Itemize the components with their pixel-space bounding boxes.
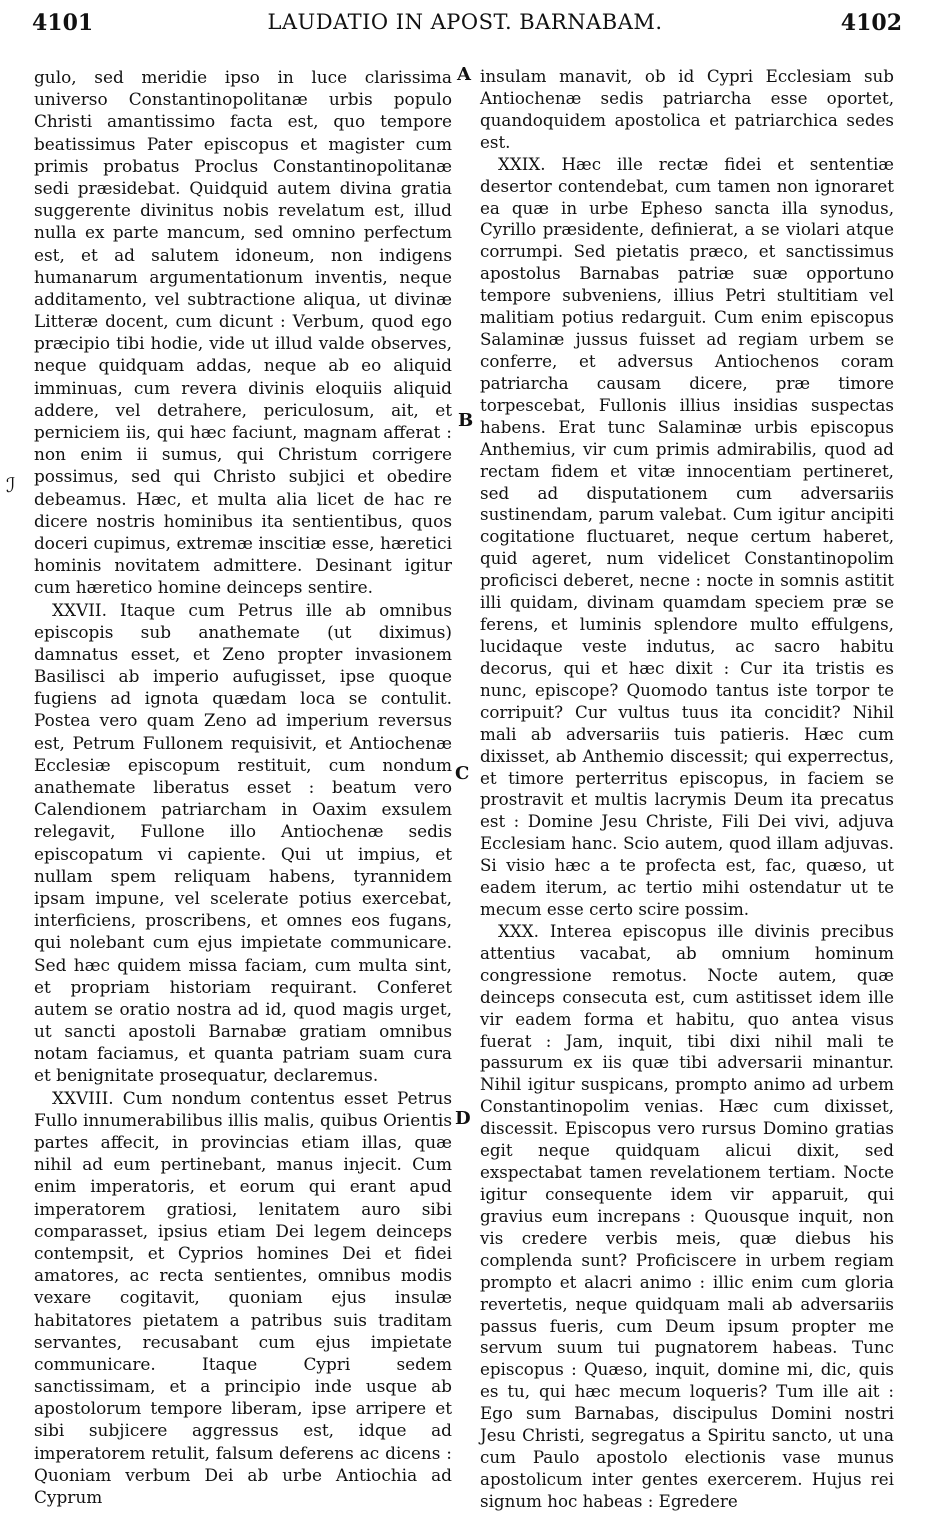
page-header bbox=[0, 6, 930, 40]
right-column bbox=[480, 66, 894, 1513]
paragraph: XXIX. Hæc ille rectæ fidei et sententiæ desertor contendebat, cum tamen non ignoraret ea quæ in urbe Epheso sancta illa synodus, Cyrillo præsidente, definierat, a se violari atque corrumpi. Sed pietatis præco, et sanctissimus apostolus Barnabas patriæ suæ opportuno tempore subveniens, illius Petri stultitiam vel malitiam potius redarguit. Cum enim episcopus Salaminæ jussus fuisset ad regiam urbem se conferre, et adversus Antiochenos coram patriarcha causam dicere, præ timore torpescebat, Fullonis illius insidias suspectas habens. Erat tunc Salaminæ urbis episcopus Anthemius, vir cum primis admirabilis, quod ad rectam fidem et vitæ innocentiam pertineret, sed ad disputationem cum adversariis sustinendam, parum valebat. Cum igitur ancipiti cogitatione fluctuaret, neque certum haberet, quid ageret, num videlicet Constantinopolim proficisci deberet, necne : nocte in somnis astitit illi quidam, divinam quamdam speciem præ se ferens, et luminis splendore multo effulgens, lucidaque veste indutus, ac sacro habitu decorus, qui et hæc dixit : Cur ita tristis es nunc, episcope? Quomodo tantus iste torpor te corripuit? Cur vultus tuus ita concidit? Nihil mali ab adversariis tuis patieris. Hæc cum dixisset, ab Anthemio discessit; qui experrectus, et timore perterritus episcopus, in faciem se prostravit et multis lacrymis Deum ita precatus est : Domine Jesu Christe, Fili Dei vivi, adjuva Ecclesiam hanc. Scio autem, quod illam adjuvas. Si visio hæc a te profecta est, fac, quæso, ut eadem iterum, ac tertio mihi ostendatur ut te mecum esse certo scire possim. bbox=[480, 153, 894, 920]
running-title: LAUDATIO IN APOST. BARNABAM. bbox=[267, 10, 663, 34]
margin-marker-a: A bbox=[457, 64, 471, 85]
paragraph: XXX. Interea episcopus ille divinis precibus attentius vacabat, ab omnium hominum congressione remotus. Nocte autem, quæ deinceps consecuta est, cum astitisset idem ille vir eadem forma et habitu, quo antea visus fuerat : Jam, inquit, tibi dixi nihil mali te passurum ex iis quæ tibi adversarii minantur. Nihil igitur suspicans, prompto animo ad urbem Constantinopolim venias. Hæc cum dixisset, discessit. Episcopus vero rursus Domino gratias egit neque quidquam alicui dixit, sed exspectabat tamen revelationem tertiam. Nocte igitur consequente idem vir apparuit, qui gravius eum increpans : Quousque inquit, non vis credere verbis meis, quæ diebus his complenda sunt? Proficiscere in urbem regiam prompto et alacri animo : illic enim cum gloria revertetis, neque quidquam mali ab adversariis passus fueris, cum Deum ipsum propter me servum suum tui pugnatorem habeas. Tunc episcopus : Quæso, inquit, domine mi, dic, quis es tu, qui hæc mecum loqueris? Tum ille ait : Ego sum Barnabas, discipulus Domini nostri Jesu Christi, segregatus a Spiritu sancto, ut una cum Paulo apostolo electionis vase munus apostolicum inter gentes exercerem. Hujus rei signum hoc habeas : Egredere bbox=[480, 920, 894, 1511]
left-column bbox=[34, 66, 452, 1508]
page-number-left: 4101 bbox=[32, 10, 94, 36]
paragraph: insulam manavit, ob id Cypri Ecclesiam sub Antiochenæ sedis patriarcha esse oportet, quandoquidem apostolica et patriarchica sedes est. bbox=[480, 66, 894, 152]
page-number-right: 4102 bbox=[840, 10, 902, 36]
margin-marker-d: D bbox=[455, 1108, 471, 1129]
paragraph: XXVIII. Cum nondum contentus esset Petrus Fullo innumerabilibus illis malis, quibus Orientis partes affecit, in provincias etiam illas, quæ nihil ad eum pertinebant, manus injecit. Cum enim imperatoris, et eorum qui erant apud imperatorem gratiosi, lenitatem auro sibi comparasset, ipsius etiam Dei legem deinceps contempsit, et Cyprios homines Dei et fidei amatores, ac recta sentientes, omnibus modis vexare cogitavit, quoniam ejus insulæ habitatores pietatem a patribus suis traditam servantes, recusabant cum ejus impietate communicare. Itaque Cypri sedem sanctissimam, et a principio inde usque ab apostolorum tempore liberam, ipse arripere et sibi subjicere aggressus est, idque ad imperatorem retulit, falsum deferens ac dicens : Quoniam verbum Dei ab urbe Antiochia ad Cyprum bbox=[34, 1087, 452, 1507]
paragraph: gulo, sed meridie ipso in luce clarissima universo Constantinopolitanæ urbis populo Christi amantissimo facta est, quo tempore beatissimus Pater episcopus et magister cum primis probatus Proclus Constantinopolitanæ sedi præsidebat. Quidquid autem divina gratia suggerente divinitus nobis revelatum est, illud nulla ex parte mancum, sed omnino perfectum est, et ad salutem idoneum, non indigens humanarum argumentationum inventis, neque additamento, vel subtractione aliqua, ut divinæ Litteræ docent, cum dicunt : Verbum, quod ego præcipio tibi hodie, vide ut illud valde observes, neque quidquam addas, neque ab eo aliquid imminuas, cum revera divinis eloquiis aliquid addere, vel detrahere, periculosum, ait, et perniciem iis, qui hæc faciunt, magnam afferat : non enim ii sumus, qui Christum corrigere possimus, sed qui Christo subjici et obedire debeamus. Hæc, et multa alia licet de hac re dicere nostris hominibus ita sentientibus, quos doceri cupimus, extremæ inscitiæ esse, hæretici hominis novitatem admittere. Desinant igitur cum hæretico homine deinceps sentire. bbox=[34, 67, 452, 598]
margin-marker-b: B bbox=[458, 410, 474, 431]
paragraph: XXVII. Itaque cum Petrus ille ab omnibus episcopis sub anathemate (ut diximus) damnatus esset, et Zeno propter invasionem Basilisci ab imperio aufugisset, ipse quoque fugiens ad ignota quædam loca se contulit. Postea vero quam Zeno ad imperium reversus est, Petrum Fullonem requisivit, et Antiochenæ Ecclesiæ episcopum restituit, cum nondum anathemate liberatus esset : beatum vero Calendionem patriarcham in Oaxim exsulem relegavit, Fullone illo Antiochenæ sedis episcopatum vi capiente. Qui ut impius, et nullam spem reliquam habens, tyrannidem ipsam impune, vel scelerate potius exercebat, interficiens, proscribens, et omnes eos fugans, qui nolebant cum ejus impietate communicare. Sed hæc quidem missa faciam, cum multa sint, et propriam historiam requirant. Conferet autem se oratio nostra ad id, quod magis urget, ut sancti apostoli Barnabæ gratiam omnibus notam faciamus, et quanta patriam suam cura et benignitate prosequatur, declaremus. bbox=[34, 599, 452, 1086]
margin-marker-c: C bbox=[455, 763, 470, 784]
margin-mark: ℐ bbox=[6, 473, 16, 497]
